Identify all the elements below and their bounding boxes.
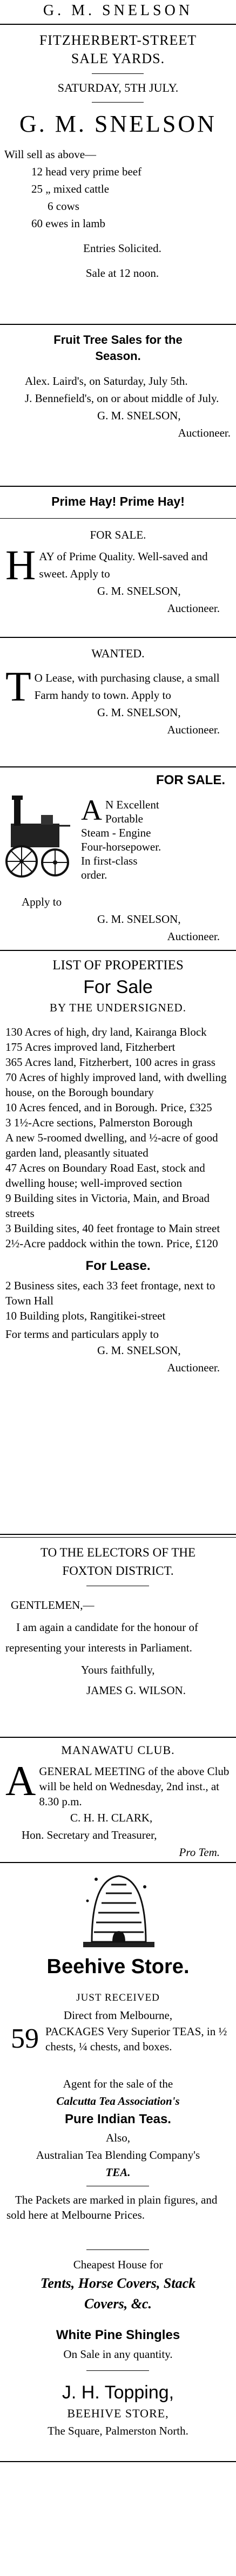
- property-item: 2½-Acre paddock within the town. Price, £120: [5, 1237, 218, 1250]
- property-item: 3 Building sites, 40 feet frontage to Main street: [5, 1222, 220, 1235]
- electors-title-2: FOXTON DISTRICT.: [62, 1564, 174, 1578]
- lease-item: 10 Building plots, Rangitikei-street: [5, 1309, 166, 1322]
- prime-hay-text: AY of Prime Quality. Well-saved and sweet. Apply to: [39, 550, 208, 580]
- divider: [0, 1534, 236, 1535]
- divider: [0, 324, 236, 325]
- property-item: 10 Acres fenced, and in Borough. Price, £325: [5, 1101, 212, 1114]
- marked-text: The Packets are marked in plain figures, and sold here at Melbourne Prices.: [6, 2193, 218, 2221]
- short-rule: [92, 102, 144, 103]
- properties-for-sale: For Sale: [83, 977, 153, 997]
- stock-item: 6 cows: [48, 200, 79, 213]
- role: Auctioneer.: [167, 602, 220, 615]
- dropcap-a: A: [5, 1757, 36, 1804]
- dropcap-t: T: [5, 663, 31, 710]
- fruit-tree-title-2: Season.: [95, 349, 141, 363]
- prime-hay-for-sale: FOR SALE.: [90, 528, 146, 541]
- cheapest-block: [0, 2256, 236, 2314]
- marked-block: [0, 2192, 236, 2222]
- short-rule: [92, 73, 144, 74]
- also-text: Also,: [106, 2131, 130, 2144]
- manawatu-title: MANAWATU CLUB.: [61, 1743, 175, 1757]
- direct-from: Direct from Melbourne,: [63, 2009, 173, 2022]
- electors-signature: JAMES G. WILSON.: [86, 1684, 186, 1697]
- entries-text: Entries Solicited.: [83, 242, 161, 255]
- cheapest-text: Cheapest House for: [73, 2258, 163, 2271]
- signature: G. M. SNELSON,: [97, 706, 181, 719]
- calcutta-text: Calcutta Tea Association's: [56, 2095, 180, 2108]
- australian-text: Australian Tea Blending Company's: [36, 2149, 200, 2162]
- electors-body: [0, 1596, 236, 1699]
- property-item: 130 Acres of high, dry land, Kairanga Block: [5, 1025, 207, 1038]
- stock-item: 60 ewes in lamb: [31, 217, 106, 230]
- electors-text: I am again a candidate for the honour of representing your interests in Parliament.: [5, 1621, 199, 1654]
- divider: [0, 950, 236, 951]
- store-name: BEEHIVE STORE,: [67, 2407, 169, 2420]
- wanted-text: O Lease, with purchasing clause, a small Farm handy to town. Apply to: [34, 671, 220, 702]
- agent-block: [0, 2075, 236, 2181]
- manawatu-signatory: C. H. H. CLARK,: [70, 1811, 153, 1824]
- role: Auctioneer.: [167, 723, 220, 736]
- stock-item: 12 head very prime beef: [31, 165, 142, 178]
- engine-body: [0, 794, 236, 882]
- signature: G. M. SNELSON,: [97, 584, 181, 597]
- role: Auctioneer.: [167, 1361, 220, 1374]
- property-item: 47 Acres on Boundary Road East, stock and dwelling house; well-improved section: [5, 1161, 205, 1190]
- fruit-tree-body: [0, 372, 236, 441]
- engine-line: In first-class: [81, 854, 138, 867]
- sale-yards-body: [0, 146, 236, 282]
- properties-title: LIST OF PROPERTIES: [52, 958, 184, 973]
- property-item: 175 Acres improved land, Fitzherbert: [5, 1041, 176, 1053]
- covers-text: Covers, &c.: [84, 2296, 152, 2312]
- property-item: 9 Building sites in Victoria, Main, and Broad streets: [5, 1192, 210, 1220]
- divider: [0, 518, 236, 519]
- packages-text: PACKAGES Very Superior TEAS, in ½ chests, ¼ chests, and boxes.: [45, 2025, 227, 2053]
- tea-text: TEA.: [105, 2166, 131, 2179]
- signature: G. M. SNELSON,: [97, 409, 181, 422]
- masthead: G. M. SNELSON: [43, 2, 193, 19]
- just-received: JUST RECEIVED: [76, 1992, 160, 2003]
- agent-text: Agent for the sale of the: [63, 2077, 173, 2090]
- dropcap-a: A: [81, 794, 102, 826]
- sale-yards-title-2: SALE YARDS.: [71, 51, 165, 66]
- proprietor-name: J. H. Topping,: [62, 2382, 174, 2403]
- manawatu-body: [0, 1757, 236, 1861]
- manawatu-role: Hon. Secretary and Treasurer,: [22, 1829, 157, 1841]
- divider: [0, 766, 236, 767]
- beehive-illustration: [81, 1868, 157, 1949]
- auctioneer-name: G. M. SNELSON: [19, 111, 217, 137]
- wanted-body: [0, 663, 236, 738]
- packages-number: 59: [11, 2023, 39, 2054]
- engine-apply: [0, 893, 236, 945]
- properties-closing: For terms and particulars apply to: [5, 1328, 159, 1341]
- property-item: 365 Acres land, Fitzherbert, 100 acres in grass: [5, 1056, 215, 1069]
- electors-header: [0, 1544, 236, 1580]
- sale-yards-title-1: FITZHERBERT-STREET: [39, 32, 197, 48]
- properties-list: [0, 1024, 236, 1376]
- divider: [0, 637, 236, 638]
- engine-line: N Excellent: [105, 798, 159, 811]
- topping-block: [0, 2380, 236, 2439]
- sale-time: Sale at 12 noon.: [85, 267, 159, 280]
- beehive-title: Beehive Store.: [46, 1955, 190, 1978]
- divider: [0, 2461, 236, 2462]
- sale-yards-ad: [0, 31, 236, 140]
- stock-item: 25 „ mixed cattle: [31, 182, 110, 195]
- fruit-tree-title-1: Fruit Tree Sales for the: [53, 333, 183, 346]
- divider: [0, 1737, 236, 1738]
- engine-line: Four-horsepower.: [81, 840, 161, 853]
- divider: [0, 1537, 236, 1538]
- sale-date: SATURDAY, 5TH JULY.: [57, 81, 179, 94]
- on-sale-text: On Sale in any quantity.: [63, 2348, 173, 2361]
- shingles-title: White Pine Shingles: [56, 2328, 180, 2342]
- lease-item: 2 Business sites, each 33 feet frontage, next to Town Hall: [5, 1279, 215, 1307]
- divider: [0, 486, 236, 487]
- short-rule: [86, 2249, 149, 2250]
- fruit-tree-item: J. Bennefield's, on or about middle of July.: [25, 392, 219, 405]
- store-address: The Square, Palmerston North.: [48, 2424, 188, 2437]
- fruit-tree-ad: [0, 332, 236, 364]
- prime-hay-title: Prime Hay! Prime Hay!: [51, 494, 185, 508]
- tents-text: Tents, Horse Covers, Stack: [40, 2275, 196, 2291]
- engine-line: Portable: [105, 812, 143, 825]
- property-item: 3 1½-Acre sections, Palmerston Borough: [5, 1116, 193, 1129]
- signature: G. M. SNELSON,: [97, 1344, 181, 1357]
- properties-by: BY THE UNDERSIGNED.: [50, 1001, 186, 1014]
- dropcap-h: H: [5, 541, 36, 588]
- manawatu-text: GENERAL MEETING of the above Club will be held on Wednesday, 2nd inst., at 8.30 p.m.: [39, 1765, 230, 1808]
- pure-indian-teas: Pure Indian Teas.: [65, 2112, 171, 2126]
- lease-title: For Lease.: [85, 1259, 151, 1273]
- engine-line: Steam - Engine: [81, 826, 151, 839]
- property-item: 70 Acres of highly improved land, with dwelling house, on the Borough boundary: [5, 1071, 227, 1099]
- packages-block: [0, 2024, 236, 2054]
- sale-intro: Will sell as above—: [4, 148, 97, 161]
- role: Auctioneer.: [178, 426, 231, 439]
- divider: [0, 1862, 236, 1863]
- property-item: A new 5-roomed dwelling, and ½-acre of good garden land, pleasantly situated: [5, 1131, 218, 1159]
- engine-title: FOR SALE.: [156, 773, 225, 787]
- beehive-received: [0, 1989, 236, 2024]
- prime-hay-body: [0, 541, 236, 617]
- fruit-tree-item: Alex. Laird's, on Saturday, July 5th.: [25, 375, 188, 388]
- signature: G. M. SNELSON,: [97, 913, 181, 926]
- divider: [0, 24, 236, 25]
- properties-header: [0, 956, 236, 1016]
- engine-line: order.: [81, 868, 107, 881]
- electors-title-1: TO THE ELECTORS OF THE: [40, 1546, 196, 1559]
- wanted-title: WANTED.: [91, 647, 145, 660]
- electors-closing: Yours faithfully,: [81, 1663, 155, 1676]
- pro-tem: Pro Tem.: [179, 1846, 220, 1859]
- role: Auctioneer.: [167, 930, 220, 943]
- salutation: GENTLEMEN,—: [11, 1599, 95, 1612]
- apply-text: Apply to: [22, 895, 62, 908]
- short-rule: [86, 2370, 149, 2371]
